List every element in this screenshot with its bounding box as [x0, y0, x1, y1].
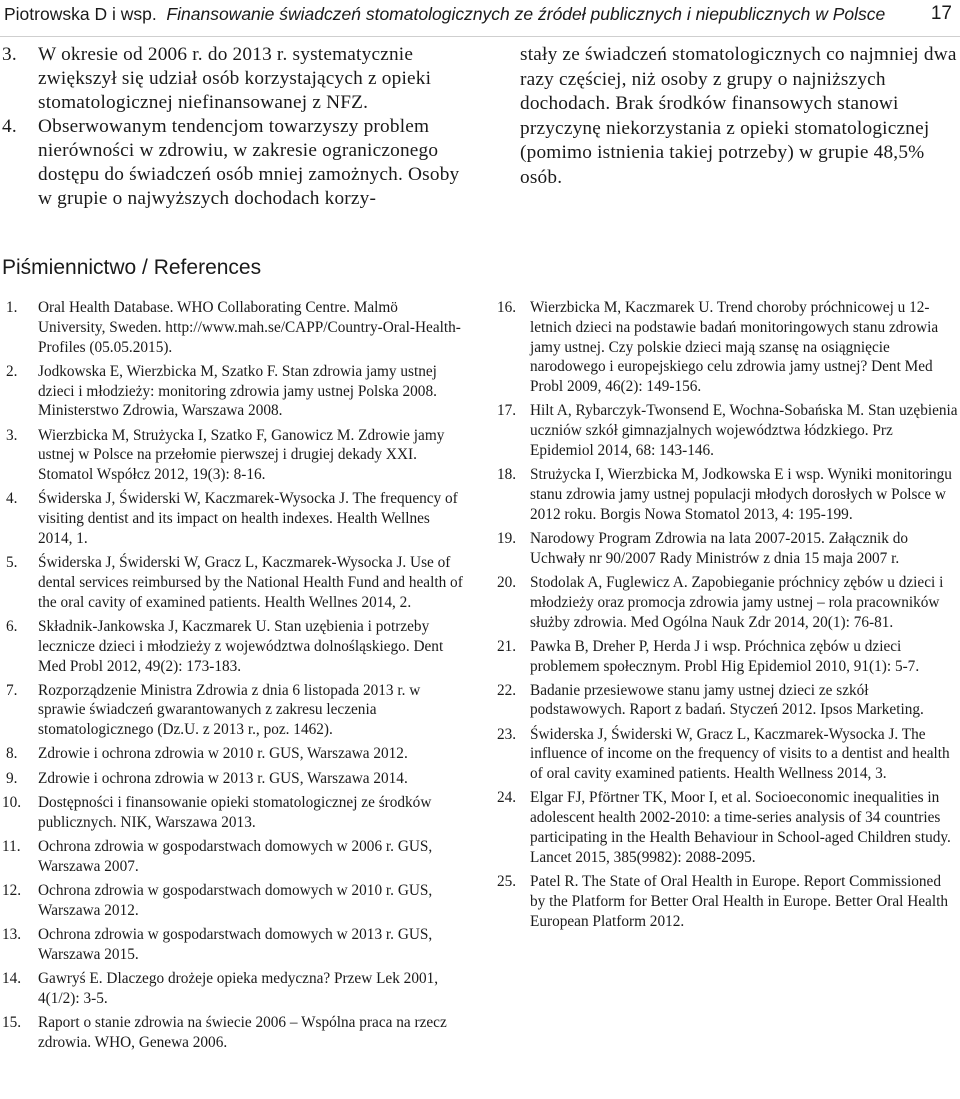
reference-item [2, 881, 468, 921]
reference-item [2, 837, 468, 877]
reference-number: 19. [497, 529, 517, 547]
reference-item [2, 489, 468, 548]
reference-item [2, 793, 468, 833]
reference-item [497, 401, 959, 460]
conclusions-right-column [520, 43, 958, 190]
references-left-column [2, 298, 468, 1057]
reference-number: 1. [6, 299, 18, 316]
conclusion-item-4 [2, 115, 468, 211]
reference-text: Świderska J, Świderski W, Gracz L, Kaczmarek-Wysocka J. Use of dental services reimbursed by the National Health Fund and health of the oral cavity of examined patients. Health Wellnes 2014, 2. [38, 554, 463, 611]
reference-item [2, 426, 468, 485]
reference-text: Składnik-Jankowska J, Kaczmarek U. Stan uzębienia i potrzeby lecznicze dzieci i młodzieży z województwa dolnośląskiego. Dent Med Probl 2012, 49(2): 173-183. [38, 617, 444, 675]
reference-item [2, 617, 468, 676]
reference-item [2, 298, 468, 357]
running-header [0, 0, 960, 37]
reference-item [2, 362, 468, 421]
reference-text: Jodkowska E, Wierzbicka M, Szatko F. Stan zdrowia jamy ustnej dzieci i młodzieży: monitoring zdrowia jamy ustnej Polska 2008. Ministerstwo Zdrowia, Warszawa 2008. [38, 362, 437, 420]
header-citation [4, 4, 885, 25]
reference-text: Ochrona zdrowia w gospodarstwach domowych w 2010 r. GUS, Warszawa 2012. [38, 881, 433, 919]
reference-number: 11. [2, 837, 21, 855]
reference-number: 8. [6, 745, 18, 763]
conclusion-item-3 [2, 43, 468, 115]
reference-number: 2. [6, 362, 18, 380]
references-heading: Piśmiennictwo / References [2, 256, 262, 279]
reference-text: Ochrona zdrowia w gospodarstwach domowych w 2006 r. GUS, Warszawa 2007. [38, 837, 433, 875]
reference-item [2, 681, 468, 740]
reference-number: 6. [6, 617, 18, 635]
reference-text: Świderska J, Świderski W, Kaczmarek-Wysocka J. The frequency of visiting dentist and its impact on health indexes. Health Wellnes 2014, 1. [38, 490, 458, 547]
reference-number: 12. [2, 881, 22, 899]
conclusion-number: 4. [2, 116, 17, 137]
reference-number: 25. [497, 873, 517, 891]
reference-text: Zdrowie i ochrona zdrowia w 2013 r. GUS, Warszawa 2014. [38, 769, 408, 787]
reference-number: 18. [497, 466, 517, 484]
reference-item [497, 725, 959, 784]
reference-number: 3. [6, 426, 18, 444]
header-authors: Piotrowska D i wsp. [4, 4, 157, 24]
reference-item [2, 744, 468, 764]
reference-number: 16. [497, 299, 517, 316]
reference-number: 5. [6, 554, 18, 572]
reference-number: 4. [6, 490, 18, 508]
reference-text: Wierzbicka M, Kaczmarek U. Trend choroby próchnicowej u 12-letnich dzieci na podstawie badań monitoringowych stanu zdrowia jamy ustnej. Czy polskie dzieci mają szansę na osiągnięcie narodowego i europejskiego celu zdrowia jamy ustnej? Dent Med Probl 2009, 46(2): 149-156. [530, 299, 939, 396]
reference-number: 24. [497, 789, 517, 807]
conclusion-text: Obserwowanym tendencjom towarzyszy problem nierówności w zdrowiu, w zakresie ograniczonego dostępu do świadczeń osób mniej zamożnych. Osoby w grupie o najwyższych dochodach korzy- [38, 116, 460, 209]
conclusion-number: 3. [2, 44, 17, 65]
conclusion-text: W okresie od 2006 r. do 2013 r. systematycznie zwiększył się udział osób korzystających z opieki stomatologicznej niefinansowanej z NFZ. [38, 44, 432, 113]
reference-item [497, 637, 959, 677]
reference-item [497, 788, 959, 867]
reference-text: Ochrona zdrowia w gospodarstwach domowych w 2013 r. GUS, Warszawa 2015. [38, 925, 433, 963]
reference-text: Hilt A, Rybarczyk-Twonsend E, Wochna-Sobańska M. Stan uzębienia uczniów szkół gimnazjalnych województwa łódzkiego. Prz Epidemiol 2014, 68: 143-146. [530, 402, 958, 459]
references-right-column [497, 298, 959, 936]
reference-number: 20. [497, 573, 517, 591]
reference-number: 7. [6, 681, 18, 699]
reference-number: 17. [497, 402, 517, 420]
reference-number: 9. [6, 769, 18, 787]
reference-number: 21. [497, 637, 517, 655]
reference-text: Elgar FJ, Pförtner TK, Moor I, et al. Socioeconomic inequalities in adolescent health 2002-2010: a time-series analysis of 34 countries participating in the Health Behaviour in School-aged Children study. Lancet 2015, 385(9982): 2088-2095. [530, 789, 951, 866]
reference-item [497, 298, 959, 397]
reference-item [2, 925, 468, 965]
reference-number: 22. [497, 681, 517, 699]
header-title: Finansowanie świadczeń stomatologicznych ze źródeł publicznych i niepublicznych w Polsce [166, 4, 886, 24]
reference-item [497, 529, 959, 569]
reference-number: 13. [2, 925, 22, 943]
reference-text: Raport o stanie zdrowia na świecie 2006 – Wspólna praca na rzecz zdrowia. WHO, Genewa 2006. [38, 1013, 447, 1051]
reference-item [497, 465, 959, 524]
reference-item [497, 872, 959, 931]
reference-text: Dostępności i finansowanie opieki stomatologicznej ze środków publicznych. NIK, Warszawa 2013. [38, 793, 432, 831]
reference-text: Wierzbicka M, Strużycka I, Szatko F, Ganowicz M. Zdrowie jamy ustnej w Polsce na przełomie pierwszej i drugiej dekady XXI. Stomatol Współcz 2012, 19(3): 8-16. [38, 426, 445, 484]
reference-item [2, 769, 468, 789]
reference-item [2, 969, 468, 1009]
reference-text: Patel R. The State of Oral Health in Europe. Report Commissioned by the Platform for Better Oral Health in Europe. Better Oral Health European Platform 2012. [530, 873, 948, 930]
reference-text: Narodowy Program Zdrowia na lata 2007-2015. Załącznik do Uchwały nr 90/2007 Rady Ministrów z dnia 15 maja 2007 r. [530, 529, 909, 567]
reference-item [497, 573, 959, 632]
reference-item [497, 681, 959, 721]
reference-text: Rozporządzenie Ministra Zdrowia z dnia 6 listopada 2013 r. w sprawie świadczeń gwarantowanych z zakresu leczenia stomatologicznego (Dz.U. z 2013 r., poz. 1462). [38, 681, 421, 739]
conclusion-continuation: stały ze świadczeń stomatologicznych co najmniej dwa razy częściej, niż osoby z grupy o najniższych dochodach. Brak środków finansowych stanowi przyczynę niekorzystania z opieki stomatologicznej (pomimo istnienia takiej potrzeby) w grupie 48,5% osób. [520, 44, 957, 188]
reference-item [2, 553, 468, 612]
reference-text: Świderska J, Świderski W, Gracz L, Kaczmarek-Wysocka J. The influence of income on the frequency of visits to a dentist and health of oral cavity examined patients. Health Wellness 2014, 3. [530, 725, 950, 783]
reference-text: Badanie przesiewowe stanu jamy ustnej dzieci ze szkół podstawowych. Raport z badań. Styczeń 2012. Ipsos Marketing. [530, 681, 924, 719]
reference-text: Strużycka I, Wierzbicka M, Jodkowska E i wsp. Wyniki monitoringu stanu zdrowia jamy ustnej populacji młodych dorosłych w Polsce w 2012 roku. Borgis Nowa Stomatol 2013, 4: 195-199. [530, 466, 952, 523]
reference-text: Pawka B, Dreher P, Herda J i wsp. Próchnica zębów u dzieci problemem społecznym. Probl Hig Epidemiol 2010, 91(1): 5-7. [530, 637, 920, 675]
reference-number: 14. [2, 969, 22, 987]
reference-text: Stodolak A, Fuglewicz A. Zapobieganie próchnicy zębów u dzieci i młodzieży oraz promocja zdrowia jamy ustnej – rola pracowników służby zdrowia. Med Ogólna Nauk Zdr 2014, 20(1): 76-81. [530, 573, 944, 631]
reference-text: Gawryś E. Dlaczego drożeje opieka medyczna? Przew Lek 2001, 4(1/2): 3-5. [38, 969, 439, 1007]
reference-text: Zdrowie i ochrona zdrowia w 2010 r. GUS, Warszawa 2012. [38, 745, 408, 763]
page-number: 17 [930, 3, 952, 24]
reference-number: 10. [2, 793, 22, 811]
reference-number: 23. [497, 725, 517, 743]
reference-number: 15. [2, 1013, 22, 1031]
conclusions-left-column [2, 43, 468, 211]
reference-item [2, 1013, 468, 1053]
reference-text: Oral Health Database. WHO Collaborating Centre. Malmö University, Sweden. http://www.mah.se/CAPP/Country-Oral-Health-Profiles (05.05.2015). [38, 299, 461, 356]
